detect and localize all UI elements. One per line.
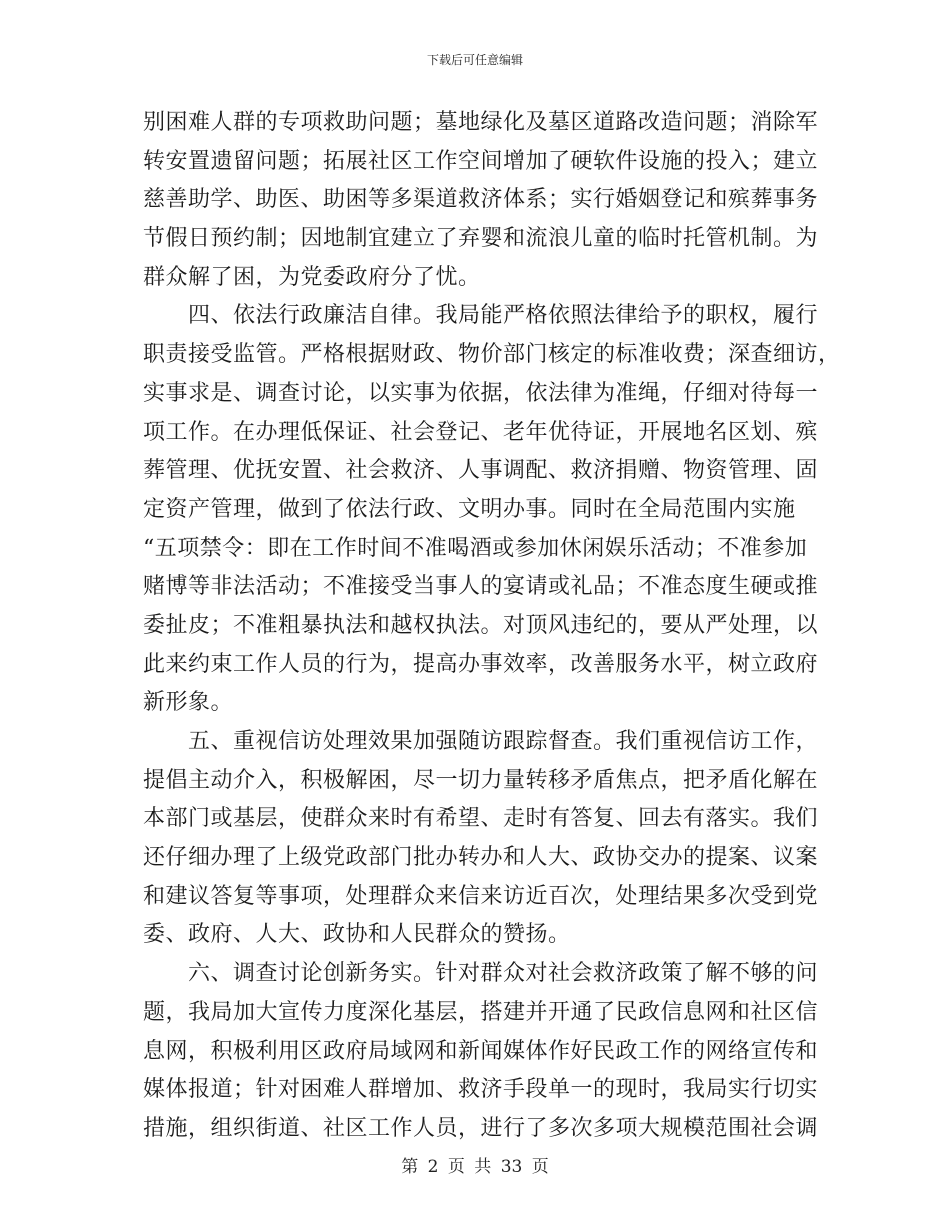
body-line: 题，我局加大宣传力度深化基层，搭建并开通了民政信息网和社区信 xyxy=(143,999,819,1025)
page-number-footer: 第 2 页 共 33 页 xyxy=(401,1157,549,1177)
body-line: 定资产管理，做到了依法行政、文明办事。同时在全局范围内实施 xyxy=(143,496,796,522)
body-line: 委、政府、人大、政协和人民群众的赞扬。 xyxy=(143,922,571,948)
body-line: 慈善助学、助医、助困等多渠道救济体系；实行婚姻登记和殡葬事务 xyxy=(143,187,819,213)
body-line: 六、调查讨论创新务实。针对群众对社会救济政策了解不够的问 xyxy=(143,961,819,987)
body-line: 群众解了困，为党委政府分了忧。 xyxy=(143,264,481,290)
body-line: 还仔细办理了上级党政部门批办转办和人大、政协交办的提案、议案 xyxy=(143,845,819,871)
body-line: 四、依法行政廉洁自律。我局能严格依照法律给予的职权，履行 xyxy=(143,303,819,329)
document-body xyxy=(143,104,841,1149)
body-line: 本部门或基层，使群众来时有希望、走时有答复、回去有落实。我们 xyxy=(143,806,819,832)
body-line: “五项禁令：即在工作时间不准喝酒或参加休闲娱乐活动；不准参加 xyxy=(143,535,808,561)
body-line: 职责接受监管。严格根据财政、物价部门核定的标准收费；深查细访， xyxy=(143,342,841,368)
body-line: 节假日预约制；因地制宜建立了弃婴和流浪儿童的临时托管机制。为 xyxy=(143,226,819,252)
body-line: 息网，积极利用区政府局域网和新闻媒体作好民政工作的网络宣传和 xyxy=(143,1038,819,1064)
body-line: 提倡主动介入，积极解困，尽一切力量转移矛盾焦点，把矛盾化解在 xyxy=(143,767,819,793)
body-line: 五、重视信访处理效果加强随访跟踪督查。我们重视信访工作， xyxy=(143,729,819,754)
body-line: 媒体报道；针对困难人群增加、救济手段单一的现时，我局实行切实 xyxy=(143,1077,819,1103)
page-header: 下载后可任意编辑 xyxy=(426,53,523,67)
body-line: 葬管理、优抚安置、社会救济、人事调配、救济捐赠、物资管理、固 xyxy=(143,458,819,484)
body-line: 项工作。在办理低保证、社会登记、老年优待证，开展地名区划、殡 xyxy=(143,419,819,445)
body-line: 此来约束工作人员的行为，提高办事效率，改善服务水平，树立政府 xyxy=(143,651,819,677)
body-line: 新形象。 xyxy=(143,690,234,716)
body-line: 别困难人群的专项救助问题；墓地绿化及墓区道路改造问题；消除军 xyxy=(143,110,819,135)
body-line: 转安置遗留问题；拓展社区工作空间增加了硬软件设施的投入；建立 xyxy=(143,148,819,174)
body-line: 赌博等非法活动；不准接受当事人的宴请或礼品；不准态度生硬或推 xyxy=(143,574,819,600)
body-line: 委扯皮；不准粗暴执法和越权执法。对顶风违纪的，要从严处理，以 xyxy=(143,612,819,638)
body-line: 和建议答复等事项，处理群众来信来访近百次，处理结果多次受到党 xyxy=(143,883,819,909)
body-line: 实事求是、调查讨论，以实事为依据，依法律为准绳，仔细对待每一 xyxy=(143,380,819,406)
body-line: 措施，组织街道、社区工作人员，进行了多次多项大规模范围社会调 xyxy=(143,1115,819,1141)
